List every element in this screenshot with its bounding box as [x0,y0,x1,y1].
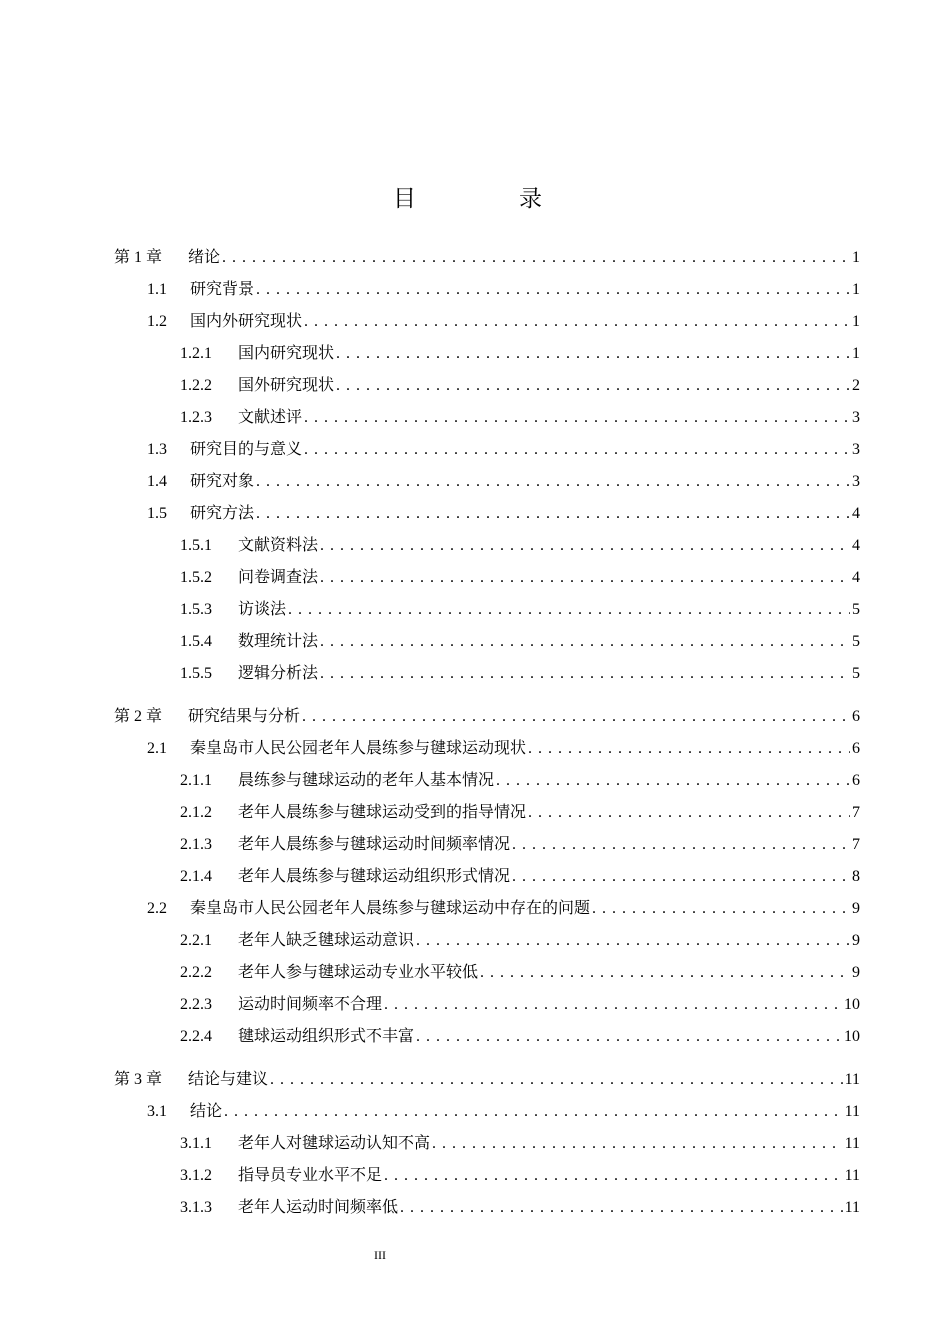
toc-entry-page: 3 [852,409,860,426]
toc-entry-page: 4 [852,569,860,586]
dot-leader [384,989,842,1021]
dot-leader [320,530,850,562]
toc-entry-number: 3.1 [147,1103,167,1120]
toc-entry-label: 文献资料法 [238,537,319,554]
dot-leader [336,370,850,402]
toc-entry-number: 3.1.2 [180,1167,212,1184]
toc-entry-page: 2 [852,377,860,394]
toc-entry[interactable] [114,1096,860,1128]
dot-leader [320,626,850,658]
toc-entry-label: 老年人运动时间频率低 [238,1199,399,1216]
dot-leader [256,498,850,530]
toc-entry-page: 7 [852,836,860,853]
toc-entry-number: 第 2 章 [114,708,163,725]
toc-entry[interactable] [114,1128,860,1160]
toc-entry[interactable] [114,498,860,530]
page-title: 目 录 [393,186,582,211]
dot-leader [432,1128,843,1160]
toc-entry-number: 1.5.3 [180,601,212,618]
toc-entry-page: 10 [844,1028,860,1045]
dot-leader [512,829,850,861]
dot-leader [592,893,850,925]
toc-entry-page: 1 [852,249,860,266]
toc-entry[interactable] [114,562,860,594]
dot-leader [496,765,850,797]
dot-leader [416,1021,842,1053]
dot-leader [528,797,850,829]
toc-entry-page: 6 [852,708,860,725]
dot-leader [304,434,850,466]
toc-entry-label: 国内外研究现状 [190,313,303,330]
toc-entry[interactable] [114,733,860,765]
dot-leader [400,1192,843,1224]
toc-entry-number: 1.2 [147,313,167,330]
toc-entry-page: 1 [852,313,860,330]
dot-leader [304,402,850,434]
toc-entry-label: 秦皇岛市人民公园老年人晨练参与毽球运动现状 [190,740,527,757]
toc-entry-number: 2.1.2 [180,804,212,821]
toc-entry-label: 老年人缺乏毽球运动意识 [238,932,415,949]
page-number-footer: III [374,1248,386,1262]
toc-entry-label: 文献述评 [238,409,303,426]
toc-entry[interactable] [114,658,860,690]
toc-entry[interactable] [114,338,860,370]
toc-entry[interactable] [114,370,860,402]
toc-entry-number: 2.1.1 [180,772,212,789]
toc-entry-label: 秦皇岛市人民公园老年人晨练参与毽球运动中存在的问题 [190,900,591,917]
dot-leader [480,957,850,989]
toc-entry-number: 1.2.3 [180,409,212,426]
table-of-contents [114,242,860,1224]
toc-entry-label: 研究对象 [190,473,255,490]
toc-entry-page: 9 [852,932,860,949]
dot-leader [320,658,850,690]
dot-leader [288,594,850,626]
toc-entry-page: 1 [852,345,860,362]
toc-entry[interactable] [114,989,860,1021]
toc-entry-number: 1.2.2 [180,377,212,394]
toc-entry[interactable] [114,530,860,562]
toc-entry[interactable] [114,893,860,925]
dot-leader [384,1160,843,1192]
toc-entry[interactable] [114,829,860,861]
toc-entry-label: 老年人晨练参与毽球运动时间频率情况 [238,836,511,853]
toc-entry-number: 1.5.5 [180,665,212,682]
toc-entry-label: 数理统计法 [238,633,319,650]
toc-entry[interactable] [114,434,860,466]
toc-entry-number: 3.1.3 [180,1199,212,1216]
toc-entry-number: 2.2.4 [180,1028,212,1045]
dot-leader [224,1096,843,1128]
toc-entry-page: 4 [852,505,860,522]
toc-entry-page: 3 [852,441,860,458]
toc-entry-page: 3 [852,473,860,490]
toc-entry[interactable] [114,701,860,733]
dot-leader [304,306,850,338]
toc-entry-page: 6 [852,772,860,789]
toc-entry-number: 1.4 [147,473,167,490]
toc-entry-page: 4 [852,537,860,554]
toc-entry-page: 11 [844,1199,860,1216]
dot-leader [222,242,850,274]
toc-entry[interactable] [114,765,860,797]
toc-entry-page: 11 [844,1135,860,1152]
toc-entry-label: 老年人参与毽球运动专业水平较低 [238,964,479,981]
toc-entry[interactable] [114,306,860,338]
dot-leader [256,466,850,498]
dot-leader [416,925,850,957]
toc-entry-label: 结论 [190,1103,223,1120]
toc-entry-label: 运动时间频率不合理 [238,996,383,1013]
toc-entry-label: 研究目的与意义 [190,441,303,458]
toc-entry-number: 3.1.1 [180,1135,212,1152]
dot-leader [270,1064,843,1096]
toc-entry-label: 国外研究现状 [238,377,335,394]
toc-entry-label: 毽球运动组织形式不丰富 [238,1028,415,1045]
toc-entry-number: 1.1 [147,281,167,298]
toc-entry-number: 1.3 [147,441,167,458]
toc-entry-page: 6 [852,740,860,757]
toc-entry-number: 2.2.2 [180,964,212,981]
toc-entry-number: 2.2 [147,900,167,917]
toc-entry-label: 老年人对毽球运动认知不高 [238,1135,431,1152]
toc-entry[interactable] [114,957,860,989]
toc-entry-label: 研究结果与分析 [188,708,301,725]
toc-entry-page: 11 [844,1167,860,1184]
toc-entry-label: 研究背景 [190,281,255,298]
toc-entry[interactable] [114,402,860,434]
dot-leader [302,701,850,733]
toc-entry-label: 研究方法 [190,505,255,522]
toc-entry-number: 1.5.1 [180,537,212,554]
dot-leader [256,274,850,306]
toc-entry-page: 9 [852,900,860,917]
toc-entry-page: 7 [852,804,860,821]
toc-entry[interactable] [114,925,860,957]
toc-entry[interactable] [114,797,860,829]
toc-entry-label: 老年人晨练参与毽球运动组织形式情况 [238,868,511,885]
toc-entry-label: 晨练参与毽球运动的老年人基本情况 [238,772,495,789]
toc-entry[interactable] [114,594,860,626]
toc-entry[interactable] [114,861,860,893]
toc-entry-number: 第 1 章 [114,249,163,266]
toc-entry[interactable] [114,466,860,498]
toc-entry[interactable] [114,1160,860,1192]
toc-entry[interactable] [114,626,860,658]
toc-entry-label: 绪论 [188,249,221,266]
toc-entry-page: 5 [852,665,860,682]
dot-leader [320,562,850,594]
toc-entry-page: 8 [852,868,860,885]
toc-entry-page: 11 [844,1103,860,1120]
toc-entry-number: 1.5.2 [180,569,212,586]
toc-entry-page: 11 [844,1071,860,1088]
toc-entry-page: 1 [852,281,860,298]
toc-entry-number: 2.1 [147,740,167,757]
toc-entry-number: 1.5 [147,505,167,522]
toc-entry-page: 5 [852,601,860,618]
toc-entry[interactable] [114,1021,860,1053]
toc-entry-number: 2.2.3 [180,996,212,1013]
toc-entry-page: 5 [852,633,860,650]
toc-entry-label: 结论与建议 [188,1071,269,1088]
toc-entry-label: 国内研究现状 [238,345,335,362]
toc-entry-number: 2.1.4 [180,868,212,885]
toc-entry-label: 问卷调查法 [238,569,319,586]
toc-entry-number: 2.2.1 [180,932,212,949]
toc-entry-page: 10 [844,996,860,1013]
toc-entry[interactable] [114,242,860,274]
toc-entry-page: 9 [852,964,860,981]
dot-leader [336,338,850,370]
toc-entry-label: 老年人晨练参与毽球运动受到的指导情况 [238,804,527,821]
toc-entry-number: 第 3 章 [114,1071,163,1088]
toc-entry-number: 2.1.3 [180,836,212,853]
toc-entry-label: 访谈法 [238,601,287,618]
toc-entry-label: 指导员专业水平不足 [238,1167,383,1184]
dot-leader [528,733,850,765]
toc-entry-label: 逻辑分析法 [238,665,319,682]
toc-entry-number: 1.2.1 [180,345,212,362]
dot-leader [512,861,850,893]
toc-entry[interactable] [114,1192,860,1224]
toc-entry-number: 1.5.4 [180,633,212,650]
toc-entry[interactable] [114,1064,860,1096]
toc-entry[interactable] [114,274,860,306]
